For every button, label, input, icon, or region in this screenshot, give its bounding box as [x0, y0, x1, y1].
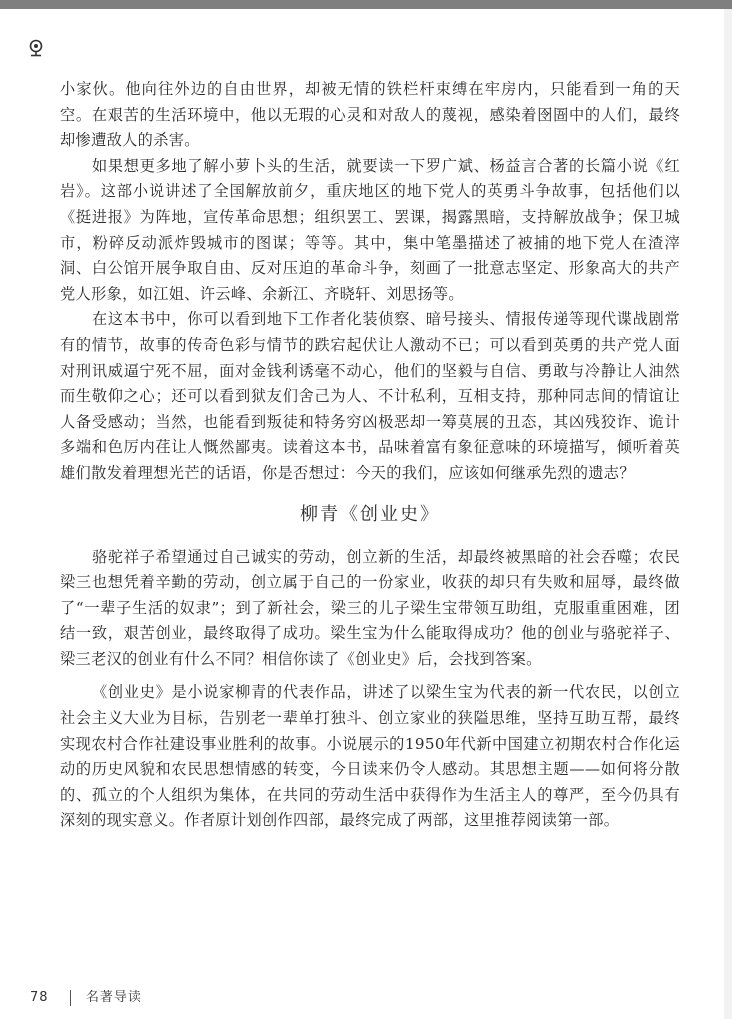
book-sprout-icon	[26, 38, 46, 58]
paragraph-3: 在这本书中，你可以看到地下工作者化装侦察、暗号接头、情报传递等现代谍战剧常有的情节，故事的传奇色彩与情节的跌宕起伏让人激动不已；可以看到英勇的共产党人面对刑讯威逼宁死不屈，面对金钱利诱毫不动心，他们的坚毅与自信、勇敢与冷静让人油然而生敬仰之心；还可以看到狱友们舍己为人、不计私利，互相支持，那种同志间的情谊让人备受感动；当然，也能看到叛徒和特务穷凶极恶却一筹莫展的丑态，其凶残狡诈、诡计多端和色厉内荏让人慨然鄙夷。读着这本书，品味着富有象征意味的环境描写，倾听着英雄们散发着理想光芒的话语，你是否想过：今天的我们，应该如何继承先烈的遗志？	[60, 310, 680, 482]
book-title: 名著导读	[85, 990, 142, 1005]
section-title	[60, 501, 680, 529]
paragraph-4: 骆驼祥子希望通过自己诚实的劳动，创立新的生活，却最终被黑暗的社会吞噬；农民梁三也想凭着辛勤的劳动，创立属于自己的一份家业，收获的却只有失败和屈辱，最终做了“一辈子生活的奴隶”；到了新社会，梁三的儿子梁生宝带领互助组，克服重重困难，团结一致，艰苦创业，最终取得了成功。梁生宝为什么能取得成功？他的创业与骆驼祥子、梁三老汉的创业有什么不同？相信你读了《创业史》后，会找到答案。	[60, 547, 680, 668]
paragraph-2: 如果想更多地了解小萝卜头的生活，就要读一下罗广斌、杨益言合著的长篇小说《红岩》。这部小说讲述了全国解放前夕，重庆地区的地下党人的英勇斗争故事，包括他们以《挺进报》为阵地，宣传革命思想；组织罢工、罢课，揭露黑暗，支持解放战争；保卫城市，粉碎反动派炸毁城市的图谋；等等。其中，集中笔墨描述了被捕的地下党人在渣滓洞、白公馆开展争取自由、反对压迫的革命斗争，刻画了一批意志坚定、形象高大的共产党人形象，如江姐、许云峰、余新江、齐晓轩、刘思扬等。	[60, 156, 680, 303]
page-footer	[30, 986, 142, 1006]
paragraph-5: 《创业史》是小说家柳青的代表作品，讲述了以梁生宝为代表的新一代农民，以创立社会主义大业为目标，告别老一辈单打独斗、创立家业的狭隘思维，坚持互助互帮，最终实现农村合作社建设事业胜利的故事。小说展示的1950年代新中国建立初期农村合作化运动的历史风貌和农民思想情感的转变，今日读来仍令人感动。其思想主题——如何将分散的、孤立的个人组织为集体，在共同的劳动生活中获得作为生活主人的尊严，至今仍具有深刻的现实意义。作者原计划创作四部，最终完成了两部，这里推荐阅读第一部。	[60, 683, 680, 830]
page-number: 78	[30, 990, 49, 1005]
paragraph-1: 小家伙。他向往外边的自由世界，却被无情的铁栏杆束缚在牢房内，只能看到一角的天空。在艰苦的生活环境中，他以无瑕的心灵和对敌人的蔑视，感染着囹圄中的人们，最终却惨遭敌人的杀害。	[60, 80, 680, 150]
main-text	[60, 77, 680, 834]
right-border-strip	[724, 9, 732, 1019]
section-title-text: 柳青《创业史》	[300, 503, 440, 525]
top-border-bar	[0, 0, 732, 9]
footer-divider	[70, 990, 71, 1006]
